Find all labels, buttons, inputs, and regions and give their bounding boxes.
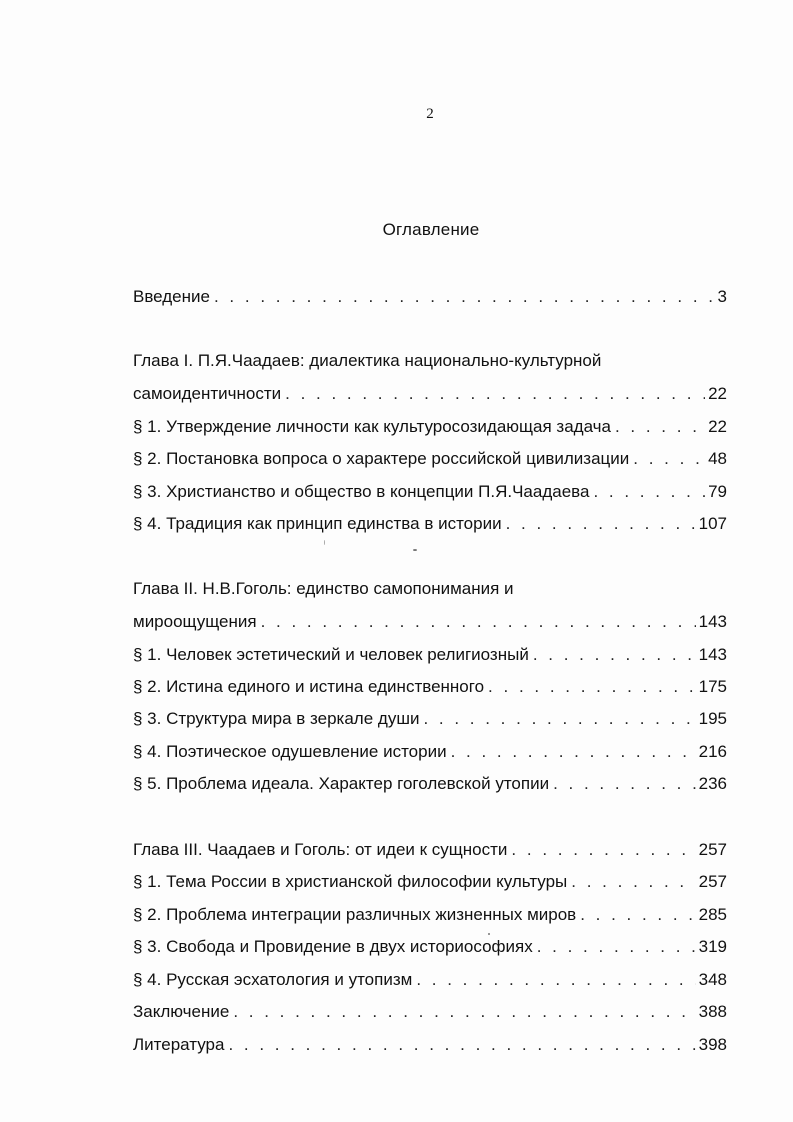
toc-entry-page: 285 (698, 905, 727, 924)
dot-leader (214, 285, 715, 309)
dot-leader (553, 772, 696, 796)
toc-entry-page: 22 (708, 384, 727, 403)
dot-leader (423, 707, 695, 731)
toc-entry-conclusion[interactable] (133, 1000, 727, 1024)
dot-leader (533, 643, 696, 667)
toc-entry-page: 319 (698, 937, 727, 956)
toc-entry-label: § 3. Структура мира в зеркале души (133, 709, 420, 728)
toc-entry-page: 175 (698, 677, 727, 696)
toc-chapter-3[interactable] (133, 838, 727, 862)
toc-section-1-4[interactable] (133, 512, 727, 536)
toc-entry-label: Глава III. Чаадаев и Гоголь: от идеи к сущности (133, 840, 508, 859)
toc-entry-page: 22 (708, 417, 727, 436)
toc-section-2-5[interactable] (133, 772, 727, 796)
toc-entry-label: мироощущения (133, 612, 257, 631)
toc-chapter-1-heading[interactable]: Глава I. П.Я.Чаадаев: диалектика национально-культурной (133, 351, 602, 370)
toc-entry-page: 398 (698, 1035, 727, 1054)
dot-leader (580, 903, 695, 927)
toc-title: Оглавление (382, 220, 480, 239)
toc-entry-label: самоидентичности (133, 384, 282, 403)
toc-entry-label: § 5. Проблема идеала. Характер гоголевской утопии (133, 774, 550, 793)
toc-entry-page: 195 (698, 709, 727, 728)
toc-entry-page: 3 (717, 287, 727, 306)
toc-entry-label: Литература (133, 1035, 225, 1054)
toc-chapter-1[interactable] (133, 382, 727, 406)
dot-leader (506, 512, 696, 536)
toc-entry-label: § 2. Истина единого и истина единственного (133, 677, 485, 696)
toc-section-1-2[interactable] (133, 447, 727, 471)
toc-chapter-2-heading[interactable]: Глава II. Н.В.Гоголь: единство самопонимания и (133, 579, 514, 598)
toc-entry-page: 216 (698, 742, 727, 761)
dot-leader (488, 675, 696, 699)
toc-entry-label: § 2. Постановка вопроса о характере российской цивилизации (133, 449, 630, 468)
toc-entry-label: § 1. Тема России в христианской философии культуры (133, 872, 568, 891)
dot-leader (615, 415, 705, 439)
toc-section-2-3[interactable] (133, 707, 727, 731)
toc-section-2-1[interactable] (133, 643, 727, 667)
dot-leader (416, 968, 695, 992)
toc-section-3-4[interactable] (133, 968, 727, 992)
toc-section-2-4[interactable] (133, 740, 727, 764)
toc-section-1-1[interactable] (133, 415, 727, 439)
toc-entry-label: § 4. Поэтическое одушевление истории (133, 742, 447, 761)
dot-leader (451, 740, 696, 764)
toc-chapter-2[interactable] (133, 610, 727, 634)
dot-leader (593, 480, 705, 504)
toc-entry-label: § 4. Русская эсхатология и утопизм (133, 970, 413, 989)
toc-entry-page: 388 (698, 1002, 727, 1021)
toc-entry-label: Введение (133, 287, 210, 306)
toc-entry-label: § 3. Христианство и общество в концепции П.Я.Чаадаева (133, 482, 590, 501)
toc-entry-page: 257 (698, 872, 727, 891)
scan-speck (324, 540, 325, 545)
toc-entry-page: 48 (708, 449, 727, 468)
toc-entry-page: 348 (698, 970, 727, 989)
toc-entry-label: § 3. Свобода и Провидение в двух историософиях (133, 937, 533, 956)
toc-entry-label: § 2. Проблема интеграции различных жизненных миров (133, 905, 577, 924)
toc-entry-label: § 4. Традиция как принцип единства в истории (133, 514, 502, 533)
toc-entry-label: Заключение (133, 1002, 230, 1021)
dot-leader (511, 838, 695, 862)
toc-section-3-3[interactable] (133, 935, 727, 959)
toc-entry-page: 143 (698, 612, 727, 631)
dot-leader (233, 1000, 695, 1024)
dot-leader (285, 382, 705, 406)
toc-entry-page: 107 (698, 514, 727, 533)
dot-leader (228, 1033, 695, 1057)
scan-speck (488, 933, 490, 935)
toc-entry-page: 236 (698, 774, 727, 793)
dot-leader (261, 610, 696, 634)
toc-section-3-2[interactable] (133, 903, 727, 927)
dot-leader (633, 447, 705, 471)
toc-section-1-3[interactable] (133, 480, 727, 504)
toc-entry-literature[interactable] (133, 1033, 727, 1057)
toc-entry-page: 257 (698, 840, 727, 859)
toc-entry-label: § 1. Человек эстетический и человек религиозный (133, 645, 529, 664)
toc-section-3-1[interactable] (133, 870, 727, 894)
scan-speck (413, 549, 417, 551)
dot-leader (571, 870, 695, 894)
dot-leader (537, 935, 696, 959)
toc-entry-introduction[interactable] (133, 285, 727, 309)
page-number: 2 (426, 106, 434, 122)
toc-section-2-2[interactable] (133, 675, 727, 699)
toc-entry-page: 143 (698, 645, 727, 664)
toc-entry-label: § 1. Утверждение личности как культуросозидающая задача (133, 417, 611, 436)
toc-entry-page: 79 (708, 482, 727, 501)
